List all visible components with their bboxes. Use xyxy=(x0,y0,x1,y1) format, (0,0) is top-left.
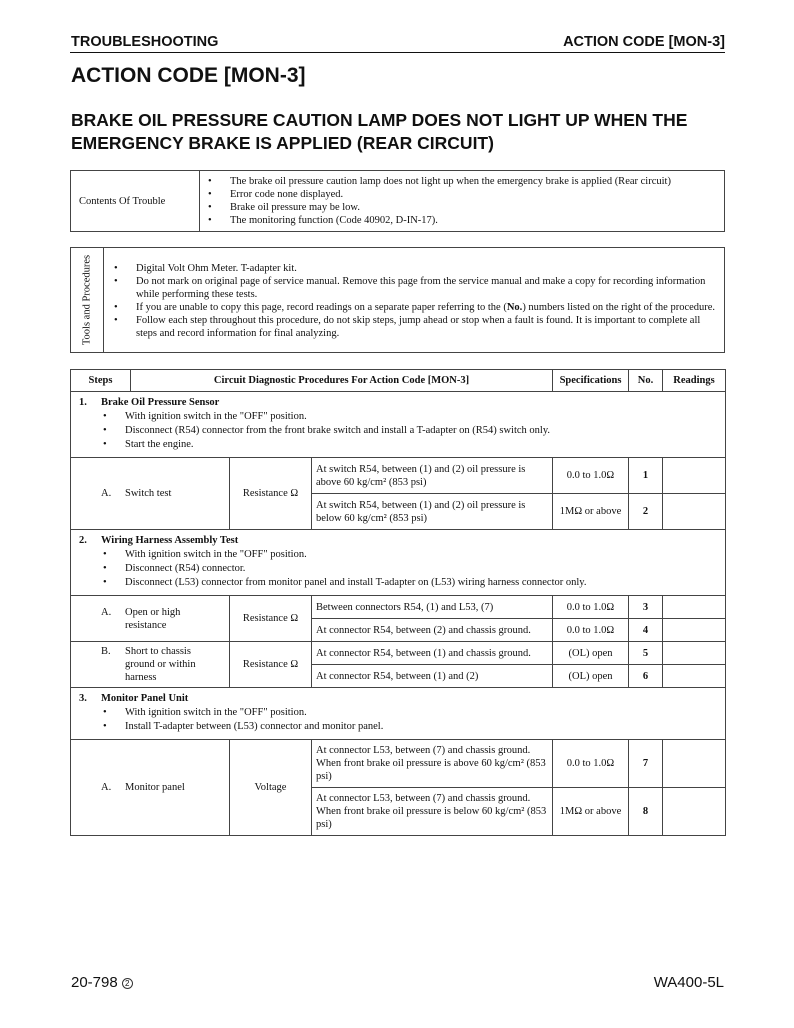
no-cell: 6 xyxy=(629,665,663,688)
section-2-cell xyxy=(71,530,726,596)
condition-cell: At connector R54, between (1) and (2) xyxy=(312,665,553,688)
header-readings: Readings xyxy=(663,370,726,392)
table-header-row xyxy=(71,370,726,392)
step-item: • Disconnect (L53) connector from monitor panel and install T-adapter on (L53) wiring harness connector only. xyxy=(101,576,719,589)
header-procedures: Circuit Diagnostic Procedures For Action Code [MON-3] xyxy=(131,370,553,392)
spec-cell: 0.0 to 1.0Ω xyxy=(553,619,629,642)
reading-cell[interactable] xyxy=(663,788,726,836)
tools-and-procedures-label: Tools and Procedures xyxy=(81,254,93,346)
header-section: TROUBLESHOOTING xyxy=(71,34,219,50)
monitor-panel-test-cell: A. Monitor panel xyxy=(71,740,230,836)
header-steps: Steps xyxy=(71,370,131,392)
tools-item: • Follow each step throughout this procedure, do not skip steps, jump ahead or stop when a fault is found. It is important to complete all steps and record information for final analyzing. xyxy=(112,314,718,340)
table-row xyxy=(71,458,726,494)
step-item: • Disconnect (R54) connector. xyxy=(101,562,719,575)
open-resistance-test-cell: A. Open or high resistance xyxy=(71,596,230,642)
section-1-title: 1. Brake Oil Pressure Sensor xyxy=(79,397,220,408)
diagnostic-procedures-table xyxy=(70,369,726,836)
spec-cell: (OL) open xyxy=(553,642,629,665)
step-item: • With ignition switch in the "OFF" position. xyxy=(101,410,719,423)
measure-cell: Resistance Ω xyxy=(230,596,312,642)
trouble-item: • Error code none displayed. xyxy=(206,188,724,201)
spec-cell: 0.0 to 1.0Ω xyxy=(553,458,629,494)
reading-cell[interactable] xyxy=(663,642,726,665)
no-cell: 2 xyxy=(629,494,663,530)
spec-cell: (OL) open xyxy=(553,665,629,688)
step-item: • Start the engine. xyxy=(101,438,719,451)
page-subtitle: BRAKE OIL PRESSURE CAUTION LAMP DOES NOT LIGHT UP WHEN THE EMERGENCY BRAKE IS APPLIED (REAR CIRCUIT) xyxy=(71,110,688,153)
section-3-cell xyxy=(71,688,726,740)
page-number: 20-798 xyxy=(71,974,118,991)
contents-of-trouble-label: Contents Of Trouble xyxy=(71,171,200,231)
condition-cell: At connector R54, between (2) and chassis ground. xyxy=(312,619,553,642)
contents-of-trouble-box xyxy=(70,170,725,232)
section-2-row xyxy=(71,530,726,596)
condition-cell: Between connectors R54, (1) and L53, (7) xyxy=(312,596,553,619)
footer-page-number xyxy=(71,974,133,991)
spec-cell: 0.0 to 1.0Ω xyxy=(553,596,629,619)
measure-cell: Resistance Ω xyxy=(230,458,312,530)
no-cell: 1 xyxy=(629,458,663,494)
header-specifications: Specifications xyxy=(553,370,629,392)
reading-cell[interactable] xyxy=(663,494,726,530)
tools-item: • Digital Volt Ohm Meter. T-adapter kit. xyxy=(112,262,718,275)
section-1-steps xyxy=(101,410,719,451)
reading-cell[interactable] xyxy=(663,619,726,642)
step-item: • With ignition switch in the "OFF" position. xyxy=(101,706,719,719)
page-title: ACTION CODE [MON-3] xyxy=(71,64,306,87)
spec-cell: 1MΩ or above xyxy=(553,788,629,836)
measure-cell: Resistance Ω xyxy=(230,642,312,688)
header-no: No. xyxy=(629,370,663,392)
condition-cell: At connector L53, between (7) and chassis ground. When front brake oil pressure is below 60 kg/cm² (853 psi) xyxy=(312,788,553,836)
measure-cell: Voltage xyxy=(230,740,312,836)
reading-cell[interactable] xyxy=(663,665,726,688)
footer-model: WA400-5L xyxy=(653,974,724,991)
switch-test-cell: A. Switch test xyxy=(71,458,230,530)
reading-cell[interactable] xyxy=(663,740,726,788)
step-item: • With ignition switch in the "OFF" position. xyxy=(101,548,719,561)
trouble-item: • Brake oil pressure may be low. xyxy=(206,201,724,214)
condition-cell: At connector L53, between (7) and chassis ground. When front brake oil pressure is above 60 kg/cm² (853 psi) xyxy=(312,740,553,788)
no-cell: 7 xyxy=(629,740,663,788)
reading-cell[interactable] xyxy=(663,596,726,619)
header-action-code: ACTION CODE [MON-3] xyxy=(563,34,725,50)
spec-cell: 0.0 to 1.0Ω xyxy=(553,740,629,788)
step-item: • Disconnect (R54) connector from the front brake switch and install a T-adapter on (R54) switch only. xyxy=(101,424,719,437)
section-1-cell xyxy=(71,392,726,458)
tools-list xyxy=(104,248,724,352)
spec-cell: 1MΩ or above xyxy=(553,494,629,530)
no-cell: 5 xyxy=(629,642,663,665)
header-rule xyxy=(70,52,725,53)
no-cell: 3 xyxy=(629,596,663,619)
trouble-item: • The monitoring function (Code 40902, D-IN-17). xyxy=(206,214,724,227)
condition-cell: At connector R54, between (1) and chassis ground. xyxy=(312,642,553,665)
tools-and-procedures-label-cell xyxy=(71,248,104,352)
section-3-title: 3. Monitor Panel Unit xyxy=(79,693,189,704)
section-3-row xyxy=(71,688,726,740)
section-3-steps xyxy=(101,706,719,733)
condition-cell: At switch R54, between (1) and (2) oil pressure is above 60 kg/cm² (853 psi) xyxy=(312,458,553,494)
revision-mark: 2 xyxy=(122,978,133,989)
section-2-title: 2. Wiring Harness Assembly Test xyxy=(79,535,239,546)
section-1-row xyxy=(71,392,726,458)
section-2-steps xyxy=(101,548,719,589)
tools-item: • Do not mark on original page of service manual. Remove this page from the service manual and make a copy for recording information while performing these tests. xyxy=(112,275,718,301)
condition-cell: At switch R54, between (1) and (2) oil pressure is below 60 kg/cm² (853 psi) xyxy=(312,494,553,530)
table-row xyxy=(71,596,726,619)
contents-of-trouble-list xyxy=(200,171,724,231)
tools-and-procedures-box xyxy=(70,247,725,353)
trouble-item: • The brake oil pressure caution lamp does not light up when the emergency brake is applied (Rear circuit) xyxy=(206,175,724,188)
tools-item: • If you are unable to copy this page, record readings on a separate paper referring to the (No.) numbers listed on the right of the procedure. xyxy=(112,301,718,314)
table-row xyxy=(71,642,726,665)
no-cell: 4 xyxy=(629,619,663,642)
reading-cell[interactable] xyxy=(663,458,726,494)
table-row xyxy=(71,740,726,788)
no-cell: 8 xyxy=(629,788,663,836)
short-test-cell: B. Short to chassis ground or within harness xyxy=(71,642,230,688)
step-item: • Install T-adapter between (L53) connector and monitor panel. xyxy=(101,720,719,733)
